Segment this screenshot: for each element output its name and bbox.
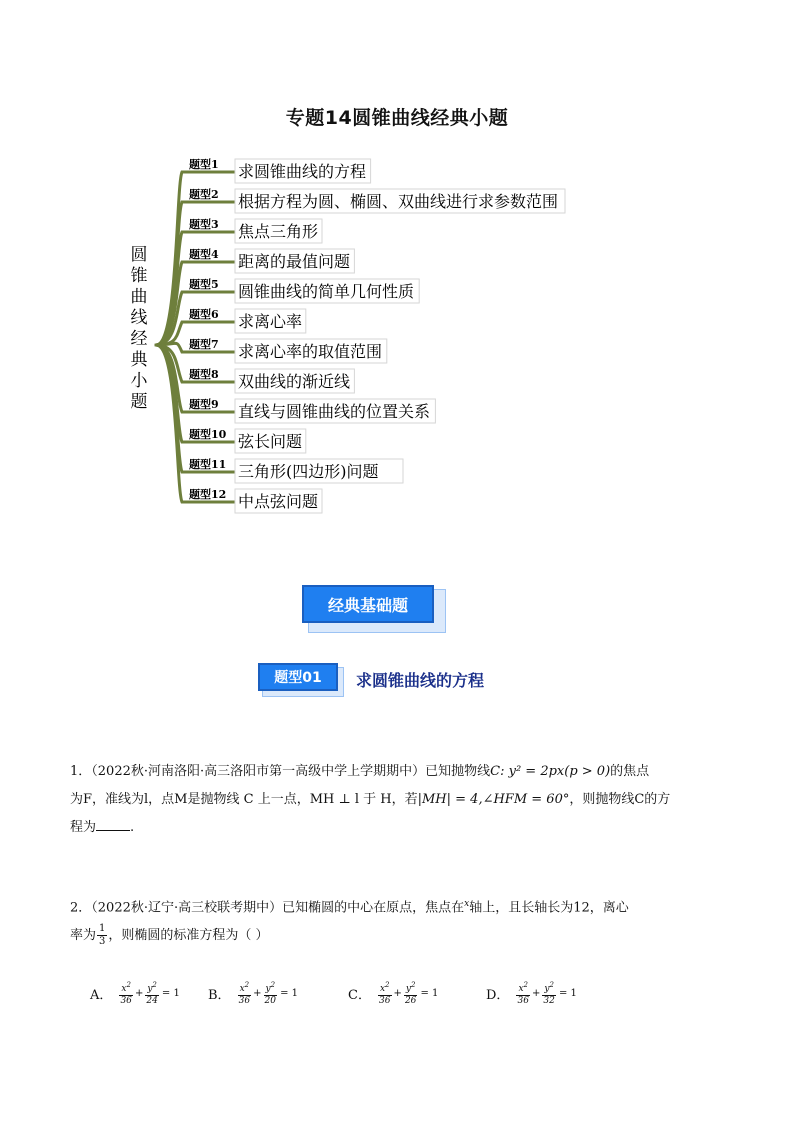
eccentricity-fraction: $\frac{1}{3}$ (99, 923, 106, 948)
type-badge-text: 题型01 (258, 663, 338, 691)
mindmap-node-text: 求离心率 (238, 312, 303, 331)
mindmap-node-text: 弦长问题 (238, 432, 303, 451)
mindmap-node-text: 距离的最值问题 (238, 252, 351, 271)
question-2 (70, 890, 730, 950)
q2-text: 已知椭圆的中心在原点，焦点在 (282, 900, 465, 916)
mindmap-type-label: 题型7 (189, 338, 219, 351)
mindmap-node-text: 三角形(四边形)问题 (238, 462, 379, 481)
mindmap-root-char: 线 (130, 308, 148, 328)
q1-condition: |MH| = 4,∠HFM = 60° (417, 792, 570, 807)
ellipse-equation: $\frac{x^2}{36}$ + $\frac{y^2}{32}$ = 1 (517, 981, 577, 1006)
mindmap-node-text: 焦点三角形 (238, 222, 319, 241)
mindmap-type-label: 题型6 (189, 308, 219, 321)
mindmap-root (131, 245, 149, 412)
ellipse-equation: $\frac{x^2}{36}$ + $\frac{y^2}{24}$ = 1 (120, 981, 180, 1006)
q1-text: 的焦点 (610, 764, 650, 779)
q2-number: 2． (70, 900, 92, 916)
mindmap-type-label: 题型9 (189, 398, 219, 411)
mindmap-type-label: 题型4 (189, 248, 219, 261)
question-1 (70, 758, 730, 842)
type-title: 求圆锥曲线的方程 (356, 671, 485, 690)
mindmap-type-label: 题型3 (189, 218, 219, 231)
mindmap-root-char: 圆 (130, 245, 148, 265)
page-title: 专题14圆锥曲线经典小题 (285, 107, 509, 129)
q2-text: ，则椭圆的标准方程为（ ） (108, 928, 269, 944)
q2-text: 率为 (70, 928, 97, 944)
mindmap-root-char: 锥 (130, 266, 148, 286)
option-label: C． (348, 988, 371, 1003)
answer-blank[interactable] (96, 816, 130, 831)
q1-text: ，则抛物线C的方 (569, 792, 671, 807)
mindmap-branch (156, 262, 235, 345)
mindmap-node-text: 根据方程为圆、椭圆、双曲线进行求参数范围 (238, 192, 559, 211)
mindmap-type-label: 题型2 (189, 188, 219, 201)
mindmap-type-label: 题型10 (189, 428, 227, 441)
ellipse-equation: $\frac{x^2}{36}$ + $\frac{y^2}{20}$ = 1 (238, 981, 298, 1006)
option-c[interactable] (348, 980, 438, 1007)
mindmap-type-label: 题型5 (189, 278, 219, 291)
q1-text: . (130, 820, 135, 835)
type-badge (258, 663, 342, 695)
mindmap-type-label: 题型12 (189, 488, 227, 501)
q1-number: 1． (70, 764, 92, 779)
mindmap-node-text: 圆锥曲线的简单几何性质 (238, 282, 415, 301)
mindmap-node-text: 求圆锥曲线的方程 (238, 162, 367, 181)
mindmap-type-label: 题型1 (189, 158, 219, 171)
mindmap-type-label: 题型8 (189, 368, 219, 381)
mindmap-root-char: 题 (130, 392, 148, 412)
section-banner-text: 经典基础题 (302, 585, 434, 623)
q2-source: （2022秋·辽宁·高三校联考期中） (91, 900, 283, 916)
mindmap-node-text: 直线与圆锥曲线的位置关系 (238, 402, 431, 421)
q1-text: 为F，准线为l，点M是抛物线 C 上一点，MH ⊥ l 于 H，若 (70, 792, 418, 807)
q1-text: 已知抛物线 (425, 764, 491, 779)
q1-curve: C: y² = 2px(p > 0) (490, 764, 611, 779)
mindmap-type-label: 题型11 (189, 458, 227, 471)
mindmap-root-char: 经 (130, 329, 148, 349)
option-label: B． (208, 988, 231, 1003)
option-d[interactable] (486, 980, 577, 1007)
q1-text: 程为 (70, 820, 97, 835)
mindmap-node-text: 求离心率的取值范围 (238, 342, 383, 361)
mindmap-node-text: 双曲线的渐近线 (238, 372, 351, 391)
option-label: D． (486, 988, 510, 1003)
option-b[interactable] (208, 980, 298, 1007)
mindmap-node-text: 中点弦问题 (238, 492, 319, 511)
q1-source: （2022秋·河南洛阳·高三洛阳市第一高级中学上学期期中） (91, 764, 426, 779)
mindmap-root-char: 曲 (130, 287, 148, 307)
option-a[interactable] (90, 980, 180, 1007)
mindmap-root-char: 小 (130, 371, 148, 391)
ellipse-equation: $\frac{x^2}{36}$ + $\frac{y^2}{26}$ = 1 (379, 981, 439, 1006)
q2-text: 轴上，且长轴长为12，离心 (469, 900, 629, 916)
option-label: A． (90, 988, 113, 1003)
topic-mindmap (120, 150, 640, 525)
q2-axis: x (464, 899, 470, 909)
section-banner (302, 585, 444, 631)
mindmap-root-char: 典 (130, 350, 148, 370)
